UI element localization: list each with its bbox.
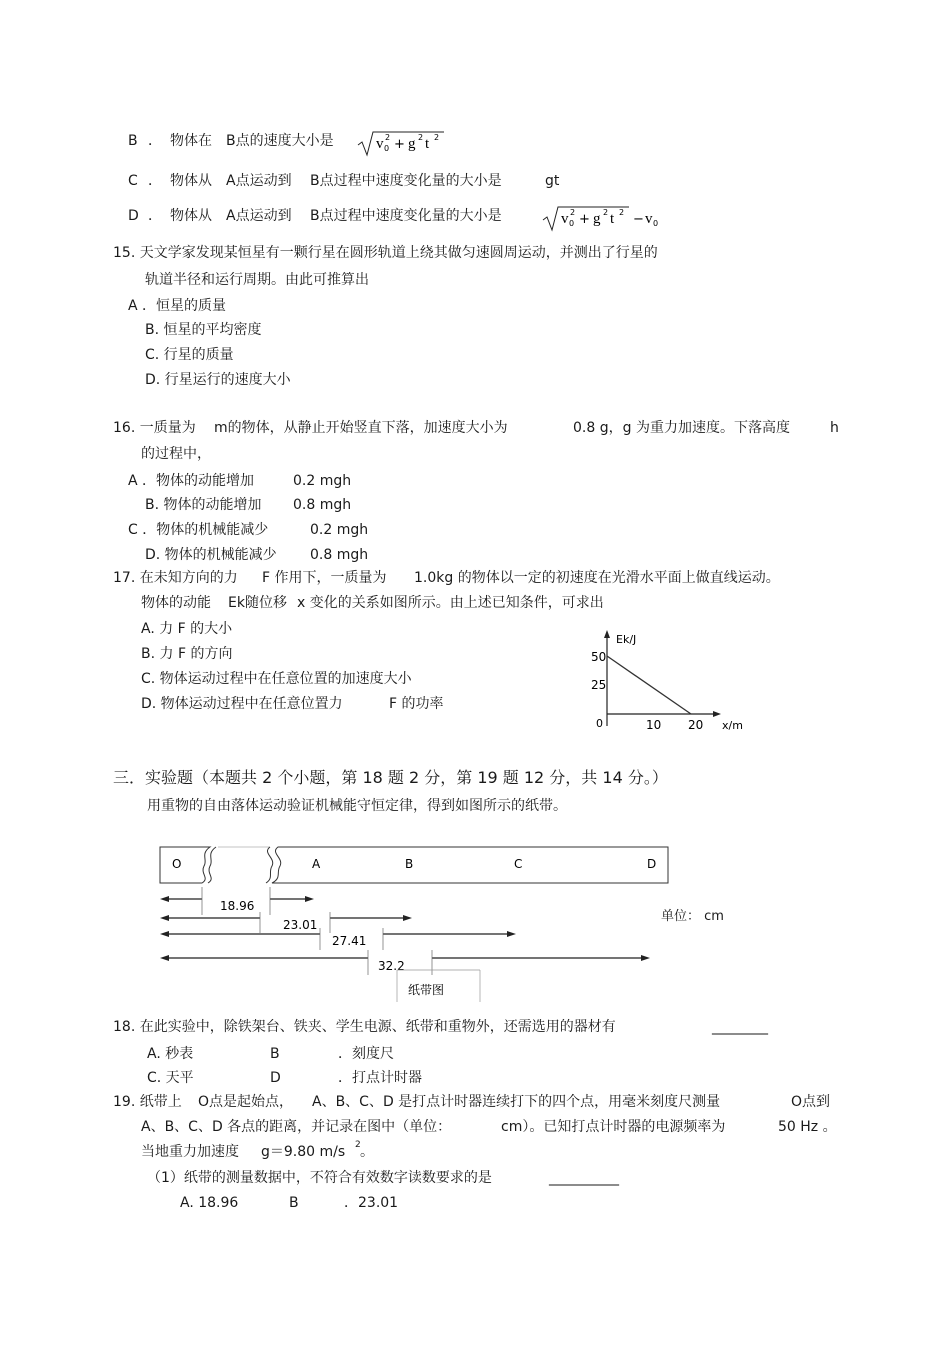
graph-ylabel: Ek/J	[616, 633, 637, 646]
q19-line3b: g＝9.80 m/s	[261, 1144, 346, 1160]
q18-option-d: ．打点计时器	[338, 1070, 422, 1086]
tape-point-c: C	[514, 857, 523, 871]
q14-option-d-b: B点过程中速度变化量的大小是	[310, 208, 502, 224]
q14-option-c-text: 物体从	[170, 173, 212, 189]
formula-t: t	[425, 136, 430, 152]
formula-sup2c: 2	[434, 133, 440, 142]
tape-caption: 纸带图	[408, 983, 445, 997]
graph-data-line	[607, 656, 691, 714]
formula-d-plus: +	[579, 212, 590, 227]
q17-stem-line2b: Ek随位移	[228, 595, 287, 611]
measure-od-value: 32.2	[378, 959, 405, 973]
measure-od-arrow-left	[160, 955, 169, 961]
q16-stem-part3: 0.8 g，g 为重力加速度。下落高度	[573, 420, 790, 436]
q19-line3a: 当地重力加速度	[141, 1144, 239, 1160]
q15-stem-line1: 15. 天文学家发现某恒星有一颗行星在圆形轨道上绕其做匀速圆周运动，并测出了行星的	[113, 245, 658, 261]
measure-oa-arrow-right	[305, 896, 314, 902]
q14-formula-d	[541, 203, 661, 233]
q18-option-d-letter: D	[270, 1070, 281, 1086]
q18-option-b-letter: B	[270, 1046, 280, 1062]
q14-option-d-text: 物体从	[170, 208, 212, 224]
q15-option-b: B. 恒星的平均密度	[145, 322, 262, 338]
measure-oc-arrow-left	[160, 931, 169, 937]
q14-option-d-a: A点运动到	[226, 208, 292, 224]
formula-sup2b: 2	[418, 133, 424, 142]
measure-oc-value: 27.41	[332, 934, 367, 948]
graph-ytick-25: 25	[591, 678, 607, 692]
graph-xlabel: x/m	[722, 719, 743, 732]
formula-d-sup2: 2	[570, 208, 576, 217]
graph-y-arrow	[604, 630, 610, 638]
formula-plus: +	[394, 137, 405, 152]
q14-option-d-dot: ．	[148, 208, 162, 224]
q18-option-c: C. 天平	[147, 1070, 194, 1086]
graph-xtick-10: 10	[646, 718, 662, 732]
formula-d-sup2b: 2	[603, 208, 609, 217]
graph-x-arrow	[713, 711, 721, 717]
q16-stem-part2: m的物体，从静止开始竖直下落，加速度大小为	[214, 420, 508, 436]
tape-point-b: B	[405, 857, 414, 871]
graph-xtick-20: 20	[688, 718, 704, 732]
q17-option-d-end: F 的功率	[389, 696, 444, 712]
formula-d-v: v	[561, 211, 569, 227]
q16-option-a-value: 0.2 mgh	[293, 473, 352, 489]
q17-option-c: C. 物体运动过程中在任意位置的加速度大小	[141, 671, 412, 687]
q18-option-b: ．刻度尺	[338, 1046, 394, 1062]
q18-answer-blank: ________	[712, 1019, 768, 1035]
tape-left-piece	[160, 847, 210, 883]
q18-stem: 18. 在此实验中，除铁架台、铁夹、学生电源、纸带和重物外，还需选用的器材有	[113, 1019, 616, 1035]
q15-option-d: D. 行星运行的速度大小	[145, 372, 291, 388]
tape-point-d: D	[647, 857, 657, 871]
section3-title: 三．实验题（本题共 2 个小题，第 18 题 2 分，第 19 题 12 分，共 14 分。）	[113, 768, 668, 787]
measure-ob-value: 23.01	[283, 918, 318, 932]
q14-option-d: D	[128, 208, 139, 224]
q16-option-a: A ．物体的动能增加	[128, 473, 255, 489]
q17-option-a: A. 力 F 的大小	[141, 621, 233, 637]
q19-option-b-letter: B	[289, 1195, 299, 1211]
q15-option-a: A ．恒星的质量	[128, 298, 227, 314]
q14-option-b: B	[128, 133, 138, 149]
q16-option-c-value: 0.2 mgh	[310, 522, 369, 538]
formula-d-t: t	[610, 211, 615, 227]
q14-option-c-a: A点运动到	[226, 173, 292, 189]
measure-oa-arrow-left	[160, 896, 169, 902]
paper-tape-figure	[150, 840, 730, 1005]
measure-oc-arrow-right	[507, 931, 516, 937]
measure-ob-arrow-right	[403, 915, 412, 921]
measure-od	[164, 950, 646, 975]
q19-line1d: O点到	[791, 1094, 831, 1110]
graph-ytick-50: 50	[591, 650, 607, 664]
q17-stem-part1: 17. 在未知方向的力	[113, 570, 238, 586]
q14-option-c-dot: ．	[148, 173, 162, 189]
formula-d-sup2c: 2	[619, 208, 625, 217]
q16-option-c: C ．物体的机械能减少	[128, 522, 269, 538]
q16-option-d: D. 物体的机械能减少	[145, 547, 277, 563]
formula-d-v0: v	[645, 211, 653, 227]
q19-line2a: A、B、C、D 各点的距离，并记录在图中（单位：	[141, 1119, 452, 1135]
q17-option-d: D. 物体运动过程中在任意位置力	[141, 696, 343, 712]
measure-od-arrow-right	[641, 955, 650, 961]
formula-d-sub0: 0	[569, 219, 575, 228]
measure-ob-arrow-left	[160, 915, 169, 921]
q16-stem-part1: 16. 一质量为	[113, 420, 196, 436]
q14-option-b-text: 物体在	[170, 133, 212, 149]
tape-unit: 单位： cm	[661, 909, 724, 924]
q16-stem-part4: h	[830, 420, 839, 436]
q18-option-a: A. 秒表	[147, 1046, 194, 1062]
tape-point-o: O	[172, 857, 182, 871]
q14-option-c-answer: gt	[545, 173, 560, 189]
q14-option-b-dot: ．	[148, 133, 162, 149]
graph-origin: 0	[596, 717, 603, 730]
q14-option-c-b: B点过程中速度变化量的大小是	[310, 173, 502, 189]
ek-x-graph	[585, 628, 760, 740]
q19-line1c: A、B、C、D 是打点计时器连续打下的四个点，用毫米刻度尺测量	[312, 1094, 721, 1110]
q16-option-d-value: 0.8 mgh	[310, 547, 369, 563]
q17-stem-part3: 1.0kg 的物体以一定的初速度在光滑水平面上做直线运动。	[414, 570, 780, 586]
formula-d-v0-sub: 0	[653, 219, 659, 228]
q17-option-b: B. 力 F 的方向	[141, 646, 233, 662]
tape-right-piece	[272, 847, 668, 883]
measure-oa-value: 18.96	[220, 899, 255, 913]
q15-stem-line2: 轨道半径和运行周期。由此可推算出	[145, 272, 369, 288]
q17-stem-line2a: 物体的动能	[141, 595, 211, 611]
q19-line1a: 19. 纸带上	[113, 1094, 182, 1110]
q15-option-c: C. 行星的质量	[145, 347, 234, 363]
formula-g: g	[408, 136, 416, 152]
q14-formula-b	[356, 128, 446, 158]
q17-stem-line2c: x 变化的关系如图所示。由上述已知条件，可求出	[297, 595, 604, 611]
formula-sup2: 2	[385, 133, 391, 142]
tape-break-line-a	[208, 847, 216, 883]
formula-sub0: 0	[384, 144, 390, 153]
q19-line2b: cm）。已知打点计时器的电源频率为	[501, 1119, 726, 1135]
q14-option-c: C	[128, 173, 138, 189]
q19-line2c: 50 Hz 。	[778, 1119, 837, 1135]
formula-d-minus: −	[633, 212, 644, 227]
q19-line1b: O点是起始点，	[198, 1094, 294, 1110]
q19-sub1: （1）纸带的测量数据中，不符合有效数字读数要求的是	[147, 1170, 492, 1186]
q19-option-a: A. 18.96	[180, 1195, 239, 1211]
q19-sub1-blank: __________	[549, 1170, 619, 1186]
q16-option-b-value: 0.8 mgh	[293, 497, 352, 513]
section3-intro: 用重物的自由落体运动验证机械能守恒定律，得到如图所示的纸带。	[147, 798, 567, 814]
q19-option-b: ．23.01	[344, 1195, 399, 1211]
formula-d-g: g	[593, 211, 601, 227]
q16-option-b: B. 物体的动能增加	[145, 497, 262, 513]
q19-line3c: 。	[360, 1144, 374, 1160]
q17-stem-part2: F 作用下，一质量为	[262, 570, 387, 586]
tape-point-a: A	[312, 857, 321, 871]
q16-stem-line2: 的过程中，	[141, 446, 211, 462]
q19-line3-sup: 2	[355, 1140, 361, 1150]
q14-option-b-text2: B点的速度大小是	[226, 133, 334, 149]
formula-v: v	[376, 136, 384, 152]
tape-break-line-b	[266, 847, 273, 883]
